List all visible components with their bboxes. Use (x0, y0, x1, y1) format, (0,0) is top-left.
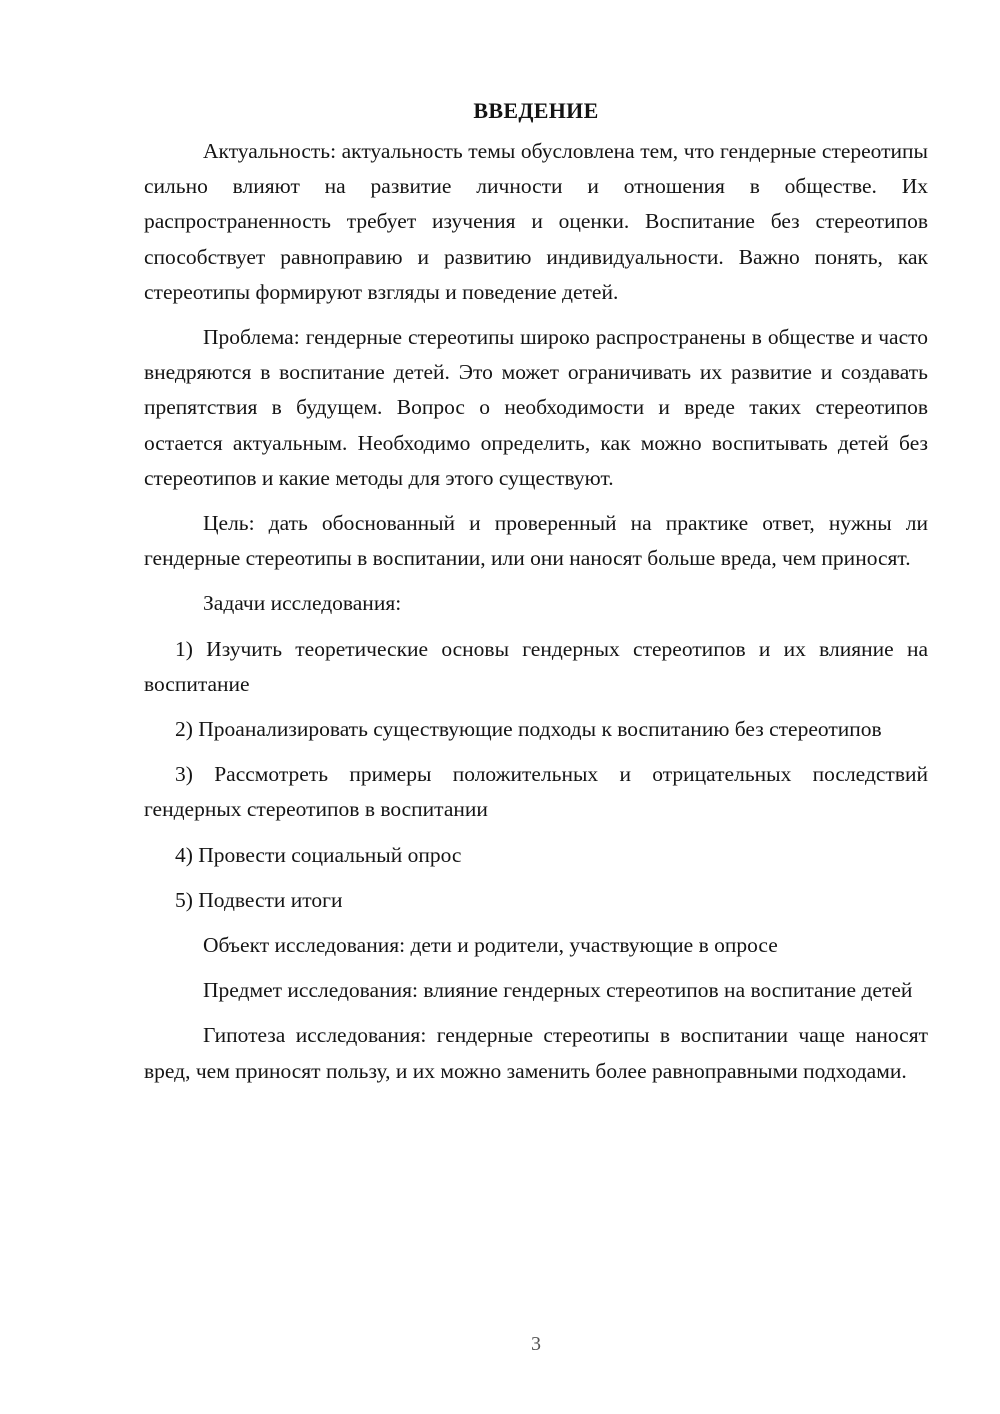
task-item-3: 3) Рассмотреть примеры положительных и отрицательных последствий гендерных стереотипов в воспитании (144, 762, 928, 822)
research-subject: Предмет исследования: влияние гендерных стереотипов на воспитание детей (203, 978, 913, 1003)
task-item-1: 1) Изучить теоретические основы гендерных стереотипов и их влияние на воспитание (144, 636, 928, 696)
task-item-4: 4) Провести социальный опрос (175, 842, 462, 867)
task-item-2: 2) Проанализировать существующие подходы к воспитанию без стереотипов (175, 717, 882, 742)
document-page (144, 96, 928, 1099)
tasks-heading: Задачи исследования: (203, 591, 402, 616)
page-number: 3 (531, 1333, 541, 1355)
paragraph-relevance: Актуальность: актуальность темы обусловлена тем, что гендерные стереотипы сильно влияют на развитие личности и отношения в обществе. Их распространенность требует изучения и оценки. Воспитание без стереотипов способствует равноправию и развитию индивидуальности. Важно понять, как стереотипы формируют взгляды и поведение детей. (144, 139, 928, 304)
research-hypothesis: Гипотеза исследования: гендерные стереотипы в воспитании чаще наносят вред, чем приносят пользу, и их можно заменить более равноправными подходами. (144, 1023, 928, 1083)
paragraph-problem: Проблема: гендерные стереотипы широко распространены в обществе и часто внедряются в воспитание детей. Это может ограничивать их развитие и создавать препятствия в будущем. Вопрос о необходимости и вреде таких стереотипов остается актуальным. Необходимо определить, как можно воспитывать детей без стереотипов и какие методы для этого существуют. (144, 325, 928, 490)
task-item-5: 5) Подвести итоги (175, 887, 343, 912)
document-title: ВВЕДЕНИЕ (473, 98, 599, 123)
paragraph-goal: Цель: дать обоснованный и проверенный на практике ответ, нужны ли гендерные стереотипы в воспитании, или они наносят больше вреда, чем приносят. (144, 511, 928, 571)
research-object: Объект исследования: дети и родители, участвующие в опросе (203, 933, 778, 958)
